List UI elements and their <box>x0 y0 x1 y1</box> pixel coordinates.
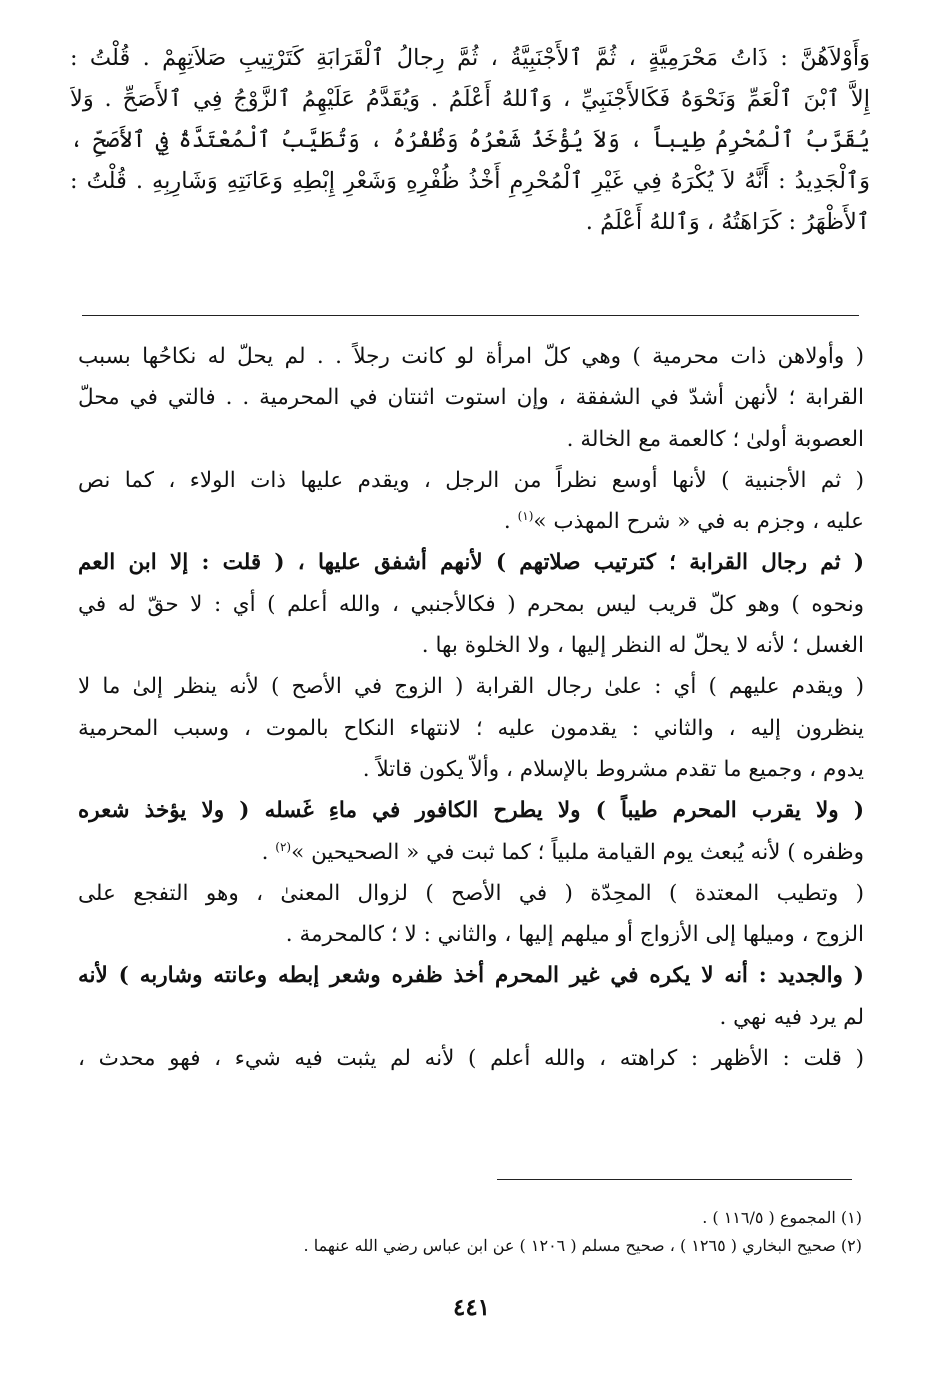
main-text-line: ٱلأَظْهَرُ : كَرَاهَتُهُ ، وَٱللهُ أَعْلَمُ . <box>585 209 870 235</box>
commentary-text: وظفره ) لأنه يُبعث يوم القيامة ملبياً ؛ كما ثبت في « الصحيحين » <box>291 839 864 865</box>
separator-rule <box>82 315 859 316</box>
main-text-line: إِلاَّ ٱبْنَ ٱلْعَمِّ وَنَحْوَهُ فَكَالأَجْنَبِيِّ ، وَٱللهُ أَعْلَمُ . وَيُقَدَّمُ عَلَيْهِمُ ٱلزَّوْجُ فِي ٱلأَصَحِّ . وَلاَ <box>70 86 870 112</box>
commentary-line: ( قلت : الأظهر : كراهته ، والله أعلم ) لأنه لم يثبت فيه شيء ، فهو محدث ، <box>78 1046 864 1072</box>
commentary-line: ( وتطيب المعتدة ) المحِدّة ( في الأصح ) لزوال المعنىٰ ، وهو التفجع على <box>78 880 864 906</box>
footnote-ref: (٢) <box>275 839 292 854</box>
commentary-line: ( ويقدم عليهم ) أي : علىٰ رجال القرابة ( الزوج في الأصح ) لأنه ينظر إلىٰ ما لا <box>78 674 864 700</box>
footnote: (٢) صحيح البخاري ( ١٢٦٥ ) ، صحيح مسلم ( ١٢٠٦ ) عن ابن عباس رضي الله عنهما . <box>303 1236 862 1255</box>
footnote: (١) المجموع ( ١١٦/٥ ) . <box>702 1208 862 1227</box>
commentary-line <box>78 501 864 542</box>
main-text-line: يُقَرَّبُ ٱلْمُحْرِمُ طِيباً ، وَلاَ يُؤْخَذُ شَعْرُهُ وَظُفْرُهُ ، وَتُطَيَّبُ ٱلْمُعْتَدَّةُ فِي ٱلأَصَحِّ ، <box>70 127 870 153</box>
commentary-line: لم يرد فيه نهي . <box>719 1004 864 1030</box>
commentary-line: العصوبة أولىٰ ؛ كالعمة مع الخالة . <box>566 426 864 452</box>
commentary-text: . <box>261 839 276 865</box>
commentary-text: . <box>503 509 518 535</box>
commentary-line: الزوج ، وميلها إلى الأزواج أو ميلهم إليها ، والثاني : لا ؛ كالمحرمة . <box>285 922 864 948</box>
commentary-line: ( والجديد : أنه لا يكره في غير المحرم أخذ ظفره وشعر إبطه وعانته وشاربه ) لأنه <box>78 963 864 989</box>
main-text-line: وَٱلْجَدِيدُ : أَنَّهُ لاَ يُكْرَهُ فِي غَيْرِ ٱلْمُحْرِمِ أَخْذُ ظُفْرِهِ وَشَعْرِ إِبْطِهِ وَعَانَتِهِ وَشَارِبِهِ . قُلْتُ : <box>70 168 870 194</box>
footnote-ref: (١) <box>517 509 534 524</box>
commentary <box>78 336 864 1079</box>
commentary-line: ( ولا يقرب المحرم طيباً ) ولا يطرح الكافور في ماءِ غَسله ( ولا يؤخذ شعره <box>78 798 864 824</box>
commentary-line <box>78 832 864 873</box>
commentary-line: ونحوه ) وهو كلّ قريب ليس بمحرم ( فكالأجنبي ، والله أعلم ) أي : لا حقّ له في <box>78 591 864 617</box>
commentary-line: ( وأولاهن ذات محرمية ) وهي كلّ امرأة لو كانت رجلاً . . لم يحلّ له نكاحُها بسبب <box>78 344 864 369</box>
commentary-line: القرابة ؛ لأنهن أشدّ في الشفقة ، وإن استوت اثنتان في المحرمية . . فالتي في محلّ <box>78 385 864 411</box>
commentary-line: ينظرون إليه ، والثاني : يقدمون عليه ؛ لانتهاء النكاح بالموت ، وسبب المحرمية <box>78 715 864 741</box>
page-number: ٤٤١ <box>452 1294 491 1321</box>
commentary-line: الغسل ؛ لأنه لا يحلّ له النظر إليها ، ولا الخلوة بها . <box>421 633 864 659</box>
commentary-line: ( ثم رجال القرابة ؛ كترتيب صلاتهم ) لأنهم أشفق عليها ، ( قلت : إلا ابن العم <box>78 550 864 576</box>
commentary-line: يدوم ، وجميع ما تقدم مشروط بالإسلام ، وألاّ يكون قاتلاً . <box>362 756 864 782</box>
main-text-line: وَأَوْلاَهُنَّ : ذَاتُ مَحْرَمِيَّةٍ ، ثُمَّ ٱلأَجْنَبِيَّةُ ، ثُمَّ رِجالُ ٱلْقَرَابَةِ كَتَرْتِيبِ صَلاَتِهِمْ . قُلْتُ : <box>70 45 870 71</box>
main-text <box>70 38 870 243</box>
commentary-line: ( ثم الأجنبية ) لأنها أوسع نظراً من الرجل ، ويقدم عليها ذات الولاء ، كما نص <box>78 467 864 493</box>
footnote-rule <box>497 1179 852 1180</box>
commentary-text: عليه ، وجزم به في « شرح المهذب » <box>533 509 864 535</box>
